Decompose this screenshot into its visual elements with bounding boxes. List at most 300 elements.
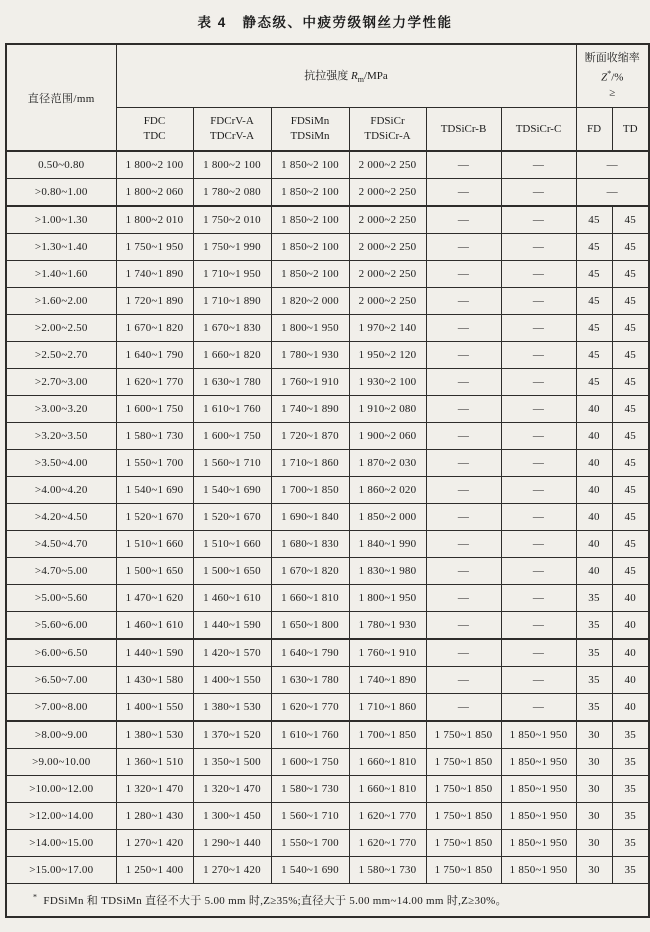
table-row xyxy=(6,612,649,640)
table-row xyxy=(6,531,649,558)
tensile-strength-cell: — xyxy=(426,612,501,640)
tensile-strength-cell: 1 860~2 020 xyxy=(349,477,426,504)
tensile-strength-cell: 1 710~1 860 xyxy=(271,450,349,477)
tensile-strength-cell: 1 850~2 100 xyxy=(271,206,349,234)
tensile-strength-cell: — xyxy=(501,667,576,694)
reduction-symbol-line xyxy=(577,66,649,86)
tensile-strength-cell: — xyxy=(501,504,576,531)
tensile-strength-cell: 1 840~1 990 xyxy=(349,531,426,558)
tensile-strength-cell: — xyxy=(426,477,501,504)
tensile-strength-cell: 1 550~1 700 xyxy=(116,450,193,477)
tensile-strength-cell: 1 630~1 780 xyxy=(271,667,349,694)
td-reduction-cell: 35 xyxy=(612,857,649,884)
td-reduction-cell: 45 xyxy=(612,369,649,396)
tensile-strength-cell: 1 690~1 840 xyxy=(271,504,349,531)
tensile-strength-cell: 1 540~1 690 xyxy=(116,477,193,504)
tensile-strength-cell: 1 280~1 430 xyxy=(116,803,193,830)
tensile-strength-cell: 2 000~2 250 xyxy=(349,179,426,207)
reduction-footnote-mark: * xyxy=(607,69,612,79)
td-reduction-cell: 45 xyxy=(612,477,649,504)
header-grade-tdsicr-c xyxy=(501,108,576,152)
grade-label: TDCrV-A xyxy=(209,130,255,142)
grade-label: TDC xyxy=(143,130,166,142)
tensile-strength-cell: — xyxy=(426,667,501,694)
fd-reduction-cell: 30 xyxy=(576,803,612,830)
tensile-strength-cell: — xyxy=(501,694,576,722)
tensile-strength-cell: 1 640~1 790 xyxy=(116,342,193,369)
tensile-strength-cell: 1 430~1 580 xyxy=(116,667,193,694)
tensile-strength-cell: 1 850~1 950 xyxy=(501,721,576,749)
diameter-range-cell: >4.20~4.50 xyxy=(6,504,116,531)
tensile-strength-cell: 1 270~1 420 xyxy=(193,857,271,884)
diameter-range-cell: >2.50~2.70 xyxy=(6,342,116,369)
tensile-strength-cell: 1 750~1 850 xyxy=(426,776,501,803)
diameter-range-cell: >14.00~15.00 xyxy=(6,830,116,857)
tensile-strength-cell: 1 610~1 760 xyxy=(271,721,349,749)
tensile-unit: /MPa xyxy=(363,70,388,83)
td-reduction-cell: 35 xyxy=(612,776,649,803)
grade-label: FDCrV-A xyxy=(210,115,254,127)
tensile-strength-cell: — xyxy=(501,477,576,504)
tensile-strength-cell: — xyxy=(426,179,501,207)
tensile-strength-cell: — xyxy=(501,342,576,369)
tensile-strength-cell: — xyxy=(501,612,576,640)
fd-reduction-cell: 45 xyxy=(576,369,612,396)
grade-label: TDSiMn xyxy=(290,130,330,142)
tensile-strength-cell: 1 800~2 100 xyxy=(116,151,193,179)
tensile-strength-cell: 1 710~1 950 xyxy=(193,261,271,288)
tensile-strength-cell: 1 620~1 770 xyxy=(116,369,193,396)
td-reduction-cell: 45 xyxy=(612,396,649,423)
td-reduction-cell: 45 xyxy=(612,206,649,234)
diameter-range-cell: >1.40~1.60 xyxy=(6,261,116,288)
table-row xyxy=(6,206,649,234)
table-row xyxy=(6,396,649,423)
table-row xyxy=(6,776,649,803)
tensile-symbol-sub: m xyxy=(357,75,364,85)
tensile-strength-cell: 1 850~2 000 xyxy=(349,504,426,531)
header-fd: FD xyxy=(576,108,612,152)
diameter-range-cell: >1.30~1.40 xyxy=(6,234,116,261)
tensile-strength-cell: 1 270~1 420 xyxy=(116,830,193,857)
fd-reduction-cell: 30 xyxy=(576,857,612,884)
header-diameter-label: 直径范围/mm xyxy=(27,92,95,105)
td-reduction-cell: 35 xyxy=(612,749,649,776)
tensile-strength-cell: 1 320~1 470 xyxy=(116,776,193,803)
tensile-strength-cell: 1 750~1 850 xyxy=(426,721,501,749)
fd-reduction-cell: 45 xyxy=(576,206,612,234)
td-reduction-cell: 45 xyxy=(612,234,649,261)
tensile-strength-cell: 1 720~1 890 xyxy=(116,288,193,315)
diameter-range-cell: >3.00~3.20 xyxy=(6,396,116,423)
header-reduction-of-area xyxy=(576,44,649,108)
tensile-strength-cell: 1 620~1 770 xyxy=(349,830,426,857)
header-diameter-range xyxy=(6,44,116,151)
header-grade-fdc xyxy=(116,108,193,152)
td-reduction-cell: 35 xyxy=(612,830,649,857)
diameter-range-cell: >12.00~14.00 xyxy=(6,803,116,830)
tensile-strength-cell: 1 720~1 870 xyxy=(271,423,349,450)
header-grade-fdsimn xyxy=(271,108,349,152)
fd-reduction-cell: 35 xyxy=(576,612,612,640)
tensile-strength-cell: 1 800~2 010 xyxy=(116,206,193,234)
td-reduction-cell: 45 xyxy=(612,423,649,450)
tensile-strength-cell: 1 970~2 140 xyxy=(349,315,426,342)
td-reduction-cell: 45 xyxy=(612,261,649,288)
tensile-strength-cell: — xyxy=(501,396,576,423)
fd-reduction-cell: 30 xyxy=(576,749,612,776)
table-row xyxy=(6,639,649,667)
tensile-strength-cell: 1 640~1 790 xyxy=(271,639,349,667)
diameter-range-cell: >4.70~5.00 xyxy=(6,558,116,585)
tensile-strength-cell: 2 000~2 250 xyxy=(349,151,426,179)
td-reduction-cell: 40 xyxy=(612,612,649,640)
table-row xyxy=(6,342,649,369)
tensile-strength-cell: 1 670~1 820 xyxy=(116,315,193,342)
diameter-range-cell: >8.00~9.00 xyxy=(6,721,116,749)
tensile-strength-cell: 1 750~1 850 xyxy=(426,749,501,776)
tensile-strength-cell: — xyxy=(426,504,501,531)
diameter-range-cell: >3.20~3.50 xyxy=(6,423,116,450)
fd-reduction-cell: 35 xyxy=(576,694,612,722)
tensile-strength-cell: 1 520~1 670 xyxy=(116,504,193,531)
tensile-strength-cell: 1 580~1 730 xyxy=(271,776,349,803)
tensile-strength-cell: 1 580~1 730 xyxy=(116,423,193,450)
fd-reduction-cell: 35 xyxy=(576,585,612,612)
td-reduction-cell: 40 xyxy=(612,639,649,667)
tensile-strength-cell: 1 500~1 650 xyxy=(193,558,271,585)
tensile-strength-cell: 2 000~2 250 xyxy=(349,234,426,261)
tensile-symbol: R xyxy=(350,70,358,83)
tensile-strength-cell: 1 850~1 950 xyxy=(501,857,576,884)
td-reduction-cell: 40 xyxy=(612,667,649,694)
fd-reduction-cell: 40 xyxy=(576,477,612,504)
tensile-strength-cell: — xyxy=(426,558,501,585)
header-tensile-strength xyxy=(116,44,576,108)
table-row xyxy=(6,151,649,179)
diameter-range-cell: >0.80~1.00 xyxy=(6,179,116,207)
tensile-strength-cell: 1 800~2 060 xyxy=(116,179,193,207)
table-row xyxy=(6,504,649,531)
diameter-range-cell: >6.50~7.00 xyxy=(6,667,116,694)
tensile-strength-cell: — xyxy=(501,234,576,261)
grade-label: TDSiCr-C xyxy=(515,122,562,135)
fd-reduction-cell: 30 xyxy=(576,721,612,749)
tensile-strength-cell: — xyxy=(501,315,576,342)
td-reduction-cell: 40 xyxy=(612,694,649,722)
fd-reduction-cell: 45 xyxy=(576,288,612,315)
td-reduction-cell: 45 xyxy=(612,288,649,315)
diameter-range-cell: >7.00~8.00 xyxy=(6,694,116,722)
tensile-strength-cell: — xyxy=(426,585,501,612)
tensile-strength-cell: 1 620~1 770 xyxy=(349,803,426,830)
header-td: TD xyxy=(612,108,649,152)
grade-label: FDC xyxy=(143,115,166,127)
header-grade-fdcrv-a xyxy=(193,108,271,152)
diameter-range-cell: >3.50~4.00 xyxy=(6,450,116,477)
tensile-strength-cell: 2 000~2 250 xyxy=(349,288,426,315)
tensile-strength-cell: 1 320~1 470 xyxy=(193,776,271,803)
fd-reduction-cell: 40 xyxy=(576,450,612,477)
tensile-strength-cell: 1 560~1 710 xyxy=(193,450,271,477)
tensile-strength-cell: 1 350~1 500 xyxy=(193,749,271,776)
tensile-strength-cell: 1 850~2 100 xyxy=(271,261,349,288)
td-reduction-cell: 45 xyxy=(612,504,649,531)
table-row xyxy=(6,558,649,585)
tensile-strength-cell: 1 650~1 800 xyxy=(271,612,349,640)
diameter-range-cell: >5.00~5.60 xyxy=(6,585,116,612)
tensile-strength-cell: 1 750~1 850 xyxy=(426,830,501,857)
td-reduction-cell: 40 xyxy=(612,585,649,612)
tensile-strength-cell: 1 820~2 000 xyxy=(271,288,349,315)
tensile-strength-cell: 1 510~1 660 xyxy=(193,531,271,558)
fd-reduction-cell: 35 xyxy=(576,639,612,667)
tensile-strength-cell: — xyxy=(426,369,501,396)
table-row xyxy=(6,179,649,207)
tensile-strength-cell: — xyxy=(426,639,501,667)
diameter-range-cell: >9.00~10.00 xyxy=(6,749,116,776)
fd-reduction-cell: 45 xyxy=(576,315,612,342)
fd-reduction-cell: 35 xyxy=(576,667,612,694)
fd-reduction-cell: 45 xyxy=(576,261,612,288)
tensile-strength-cell: 1 660~1 810 xyxy=(349,749,426,776)
grade-label: TDSiCr-B xyxy=(440,122,487,135)
tensile-strength-cell: 1 750~2 010 xyxy=(193,206,271,234)
table-row xyxy=(6,234,649,261)
tensile-strength-cell: — xyxy=(501,531,576,558)
tensile-strength-cell: 1 710~1 890 xyxy=(193,288,271,315)
tensile-strength-cell: 1 420~1 570 xyxy=(193,639,271,667)
tensile-strength-cell: 1 700~1 850 xyxy=(349,721,426,749)
td-reduction-cell: 45 xyxy=(612,531,649,558)
diameter-range-cell: >1.00~1.30 xyxy=(6,206,116,234)
tensile-strength-cell: — xyxy=(501,369,576,396)
tensile-strength-cell: — xyxy=(501,423,576,450)
fd-td-merged-cell: — xyxy=(576,179,649,207)
table-row xyxy=(6,288,649,315)
tensile-strength-cell: — xyxy=(501,151,576,179)
tensile-strength-cell: — xyxy=(426,315,501,342)
tensile-strength-cell: 1 870~2 030 xyxy=(349,450,426,477)
diameter-range-cell: >2.00~2.50 xyxy=(6,315,116,342)
tensile-strength-cell: 1 710~1 860 xyxy=(349,694,426,722)
td-reduction-cell: 35 xyxy=(612,803,649,830)
tensile-strength-cell: 1 830~1 980 xyxy=(349,558,426,585)
diameter-range-cell: >4.00~4.20 xyxy=(6,477,116,504)
table-body xyxy=(6,151,649,884)
tensile-strength-cell: 1 750~1 850 xyxy=(426,857,501,884)
tensile-strength-cell: 1 290~1 440 xyxy=(193,830,271,857)
td-reduction-cell: 45 xyxy=(612,342,649,369)
table-row xyxy=(6,423,649,450)
fd-reduction-cell: 40 xyxy=(576,396,612,423)
diameter-range-cell: >1.60~2.00 xyxy=(6,288,116,315)
tensile-strength-cell: — xyxy=(426,261,501,288)
tensile-strength-cell: 1 600~1 750 xyxy=(193,423,271,450)
tensile-strength-cell: — xyxy=(501,179,576,207)
tensile-strength-cell: 1 600~1 750 xyxy=(271,749,349,776)
table-row xyxy=(6,369,649,396)
table-row xyxy=(6,694,649,722)
header-grade-fdsicr xyxy=(349,108,426,152)
fd-reduction-cell: 40 xyxy=(576,504,612,531)
tensile-strength-cell: 1 740~1 890 xyxy=(116,261,193,288)
fd-reduction-cell: 30 xyxy=(576,830,612,857)
tensile-strength-cell: 1 620~1 770 xyxy=(271,694,349,722)
diameter-range-cell: >2.70~3.00 xyxy=(6,369,116,396)
footnote-text: FDSiMn 和 TDSiMn 直径不大于 5.00 mm 时,Z≥35%;直径大于 5.00 mm~14.00 mm 时,Z≥30%。 xyxy=(43,895,507,907)
tensile-strength-cell: 1 500~1 650 xyxy=(116,558,193,585)
tensile-strength-cell: 1 680~1 830 xyxy=(271,531,349,558)
tensile-strength-cell: 1 250~1 400 xyxy=(116,857,193,884)
td-reduction-cell: 45 xyxy=(612,315,649,342)
tensile-strength-cell: 2 000~2 250 xyxy=(349,261,426,288)
diameter-range-cell: >15.00~17.00 xyxy=(6,857,116,884)
page-title: 表 4 静态级、中疲劳级钢丝力学性能 xyxy=(197,15,453,30)
table-row xyxy=(6,857,649,884)
reduction-symbol: Z xyxy=(601,71,608,84)
tensile-strength-cell: 1 740~1 890 xyxy=(271,396,349,423)
td-reduction-cell: 45 xyxy=(612,450,649,477)
table-row xyxy=(6,450,649,477)
fd-reduction-cell: 40 xyxy=(576,423,612,450)
tensile-strength-cell: 1 740~1 890 xyxy=(349,667,426,694)
reduction-unit: /% xyxy=(611,71,624,84)
tensile-strength-cell: 1 780~1 930 xyxy=(349,612,426,640)
tensile-strength-cell: 1 800~1 950 xyxy=(271,315,349,342)
table-row xyxy=(6,585,649,612)
table-row xyxy=(6,261,649,288)
tensile-strength-cell: — xyxy=(426,396,501,423)
tensile-strength-cell: 1 540~1 690 xyxy=(193,477,271,504)
tensile-strength-cell: 1 540~1 690 xyxy=(271,857,349,884)
tensile-strength-cell: 1 850~1 950 xyxy=(501,803,576,830)
tensile-strength-cell: — xyxy=(501,288,576,315)
tensile-strength-cell: 1 850~1 950 xyxy=(501,830,576,857)
reduction-label: 断面收缩率 xyxy=(584,52,640,65)
diameter-range-cell: >4.50~4.70 xyxy=(6,531,116,558)
tensile-strength-cell: 1 600~1 750 xyxy=(116,396,193,423)
tensile-strength-cell: 1 460~1 610 xyxy=(193,585,271,612)
table-row xyxy=(6,830,649,857)
td-reduction-cell: 45 xyxy=(612,558,649,585)
tensile-strength-cell: 2 000~2 250 xyxy=(349,206,426,234)
tensile-strength-cell: 1 560~1 710 xyxy=(271,803,349,830)
table-footnote xyxy=(6,884,649,918)
fd-reduction-cell: 45 xyxy=(576,342,612,369)
tensile-strength-cell: 1 670~1 830 xyxy=(193,315,271,342)
tensile-strength-cell: 1 660~1 820 xyxy=(193,342,271,369)
tensile-strength-cell: 1 800~2 100 xyxy=(193,151,271,179)
tensile-strength-cell: 1 510~1 660 xyxy=(116,531,193,558)
tensile-strength-cell: 1 750~1 850 xyxy=(426,803,501,830)
tensile-strength-cell: 1 760~1 910 xyxy=(271,369,349,396)
fd-reduction-cell: 40 xyxy=(576,531,612,558)
diameter-range-cell: >5.60~6.00 xyxy=(6,612,116,640)
tensile-strength-cell: 1 460~1 610 xyxy=(116,612,193,640)
tensile-strength-cell: 1 750~1 950 xyxy=(116,234,193,261)
tensile-strength-cell: 1 850~1 950 xyxy=(501,776,576,803)
table-row xyxy=(6,477,649,504)
grade-label: FDSiMn xyxy=(290,115,330,127)
tensile-strength-cell: 1 400~1 550 xyxy=(193,667,271,694)
tensile-strength-cell: — xyxy=(426,288,501,315)
tensile-strength-cell: 1 760~1 910 xyxy=(349,639,426,667)
footnote-marker: * xyxy=(33,892,38,902)
tensile-strength-cell: — xyxy=(426,531,501,558)
tensile-strength-cell: — xyxy=(426,694,501,722)
tensile-strength-cell: 1 550~1 700 xyxy=(271,830,349,857)
tensile-strength-cell: — xyxy=(426,206,501,234)
grade-label: TDSiCr-A xyxy=(364,130,411,142)
tensile-strength-cell: 1 750~1 990 xyxy=(193,234,271,261)
tensile-strength-cell: 1 780~1 930 xyxy=(271,342,349,369)
tensile-strength-cell: 1 950~2 120 xyxy=(349,342,426,369)
tensile-strength-cell: 1 660~1 810 xyxy=(271,585,349,612)
reduction-geq-sign: ≥ xyxy=(609,86,616,99)
tensile-strength-cell: — xyxy=(501,558,576,585)
tensile-prefix: 抗拉强度 xyxy=(304,70,351,83)
td-reduction-cell: 35 xyxy=(612,721,649,749)
tensile-strength-cell: 1 630~1 780 xyxy=(193,369,271,396)
tensile-strength-cell: 1 700~1 850 xyxy=(271,477,349,504)
fd-reduction-cell: 40 xyxy=(576,558,612,585)
tensile-strength-cell: 1 520~1 670 xyxy=(193,504,271,531)
tensile-strength-cell: 1 850~2 100 xyxy=(271,179,349,207)
tensile-strength-cell: — xyxy=(501,585,576,612)
tensile-strength-cell: — xyxy=(501,261,576,288)
tensile-strength-cell: 1 440~1 590 xyxy=(116,639,193,667)
tensile-strength-cell: 1 900~2 060 xyxy=(349,423,426,450)
tensile-strength-cell: 1 470~1 620 xyxy=(116,585,193,612)
tensile-strength-cell: — xyxy=(501,450,576,477)
tensile-strength-cell: — xyxy=(426,450,501,477)
table-row xyxy=(6,667,649,694)
fd-td-merged-cell: — xyxy=(576,151,649,179)
tensile-strength-cell: 1 930~2 100 xyxy=(349,369,426,396)
diameter-range-cell: 0.50~0.80 xyxy=(6,151,116,179)
tensile-strength-cell: 1 380~1 530 xyxy=(193,694,271,722)
table-row xyxy=(6,803,649,830)
tensile-strength-cell: 1 400~1 550 xyxy=(116,694,193,722)
diameter-range-cell: >6.00~6.50 xyxy=(6,639,116,667)
tensile-strength-cell: 1 380~1 530 xyxy=(116,721,193,749)
tensile-strength-cell: 1 440~1 590 xyxy=(193,612,271,640)
fd-reduction-cell: 45 xyxy=(576,234,612,261)
mechanical-properties-table xyxy=(5,43,650,918)
tensile-strength-cell: 1 910~2 080 xyxy=(349,396,426,423)
tensile-strength-cell: 1 780~2 080 xyxy=(193,179,271,207)
tensile-strength-cell: — xyxy=(501,639,576,667)
tensile-strength-cell: — xyxy=(501,206,576,234)
tensile-strength-cell: — xyxy=(426,151,501,179)
tensile-strength-cell: 1 300~1 450 xyxy=(193,803,271,830)
tensile-strength-cell: 1 360~1 510 xyxy=(116,749,193,776)
header-grade-tdsicr-b xyxy=(426,108,501,152)
tensile-strength-cell: — xyxy=(426,423,501,450)
tensile-strength-cell: — xyxy=(426,342,501,369)
fd-reduction-cell: 30 xyxy=(576,776,612,803)
table-row xyxy=(6,721,649,749)
table-row xyxy=(6,749,649,776)
tensile-strength-cell: 1 610~1 760 xyxy=(193,396,271,423)
tensile-strength-cell: 1 370~1 520 xyxy=(193,721,271,749)
table-row xyxy=(6,315,649,342)
tensile-strength-cell: 1 670~1 820 xyxy=(271,558,349,585)
tensile-strength-cell: 1 850~2 100 xyxy=(271,234,349,261)
tensile-strength-cell: — xyxy=(426,234,501,261)
tensile-strength-cell: 1 660~1 810 xyxy=(349,776,426,803)
